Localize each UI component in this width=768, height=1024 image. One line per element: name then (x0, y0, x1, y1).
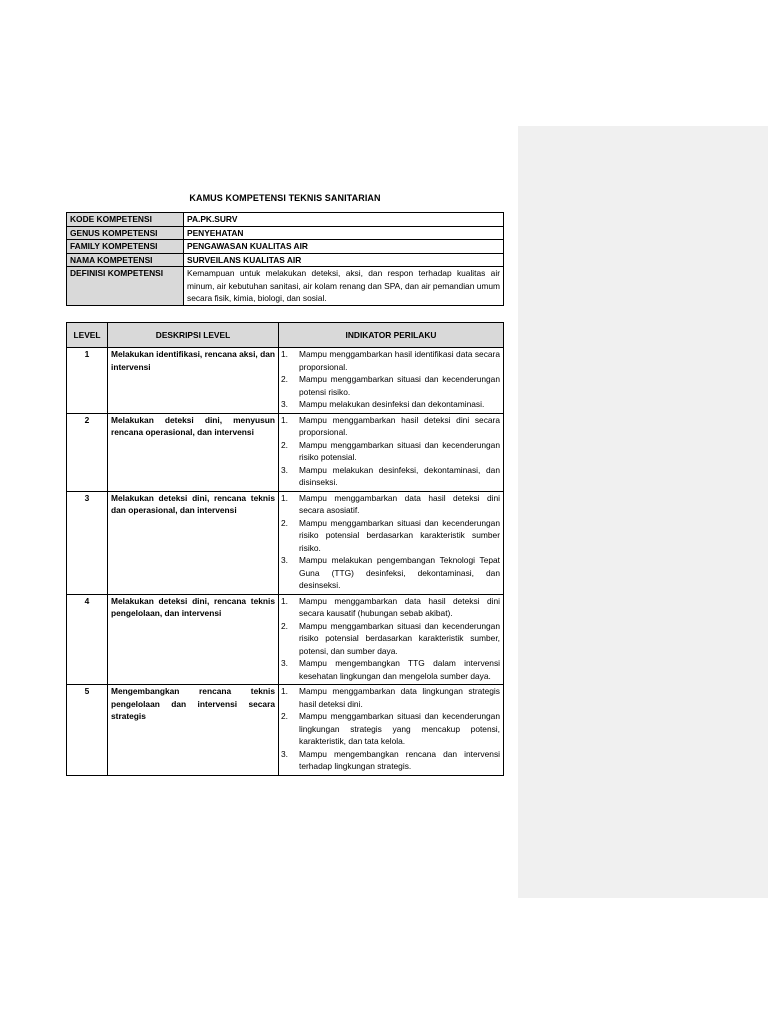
level-indicators (279, 491, 504, 594)
indicator-item: 1. Mampu menggambarkan data hasil deteksi dini secara kausatif (hubungan sebab akibat). (281, 595, 500, 618)
info-label: DEFINISI KOMPETENSI (67, 267, 184, 306)
indicator-item: 2. Mampu menggambarkan situasi dan kecenderungan lingkungan strategis yang mencakup potensi, karakteristik, dan tata kelola. (281, 711, 500, 746)
info-row-family (67, 240, 504, 254)
level-row (67, 685, 504, 776)
level-number: 3 (67, 491, 108, 594)
indicator-item: 2. Mampu menggambarkan situasi dan kecenderungan risiko potensial. (281, 439, 500, 462)
info-value: PENYEHATAN (184, 226, 504, 240)
info-label: FAMILY KOMPETENSI (67, 240, 184, 254)
info-row-definisi (67, 267, 504, 306)
indicator-item: 3. Mampu melakukan desinfeksi, dekontaminasi, dan disinseksi. (281, 464, 500, 487)
level-table-header (67, 323, 504, 348)
info-row-kode (67, 213, 504, 227)
level-description: Melakukan deteksi dini, rencana teknis dan operasional, dan intervensi (108, 491, 279, 594)
indicator-item: 1. Mampu menggambarkan data hasil deteksi dini secara asosiatif. (281, 492, 500, 515)
document-title: KAMUS KOMPETENSI TEKNIS SANITARIAN (189, 193, 381, 203)
indicator-item: 3. Mampu mengembangkan TTG dalam intervensi kesehatan lingkungan dan mengelola sumber daya. (281, 658, 500, 681)
indicator-item: 2. Mampu menggambarkan situasi dan kecenderungan potensi risiko. (281, 374, 500, 397)
level-indicators (279, 594, 504, 685)
indicator-item: 3. Mampu melakukan pengembangan Teknologi Tepat Guna (TTG) desinfeksi, dekontaminasi, dan desinseksi. (281, 555, 500, 590)
info-label: NAMA KOMPETENSI (67, 253, 184, 267)
header-deskripsi: DESKRIPSI LEVEL (108, 323, 279, 348)
level-description: Mengembangkan rencana teknis pengelolaan dan intervensi secara strategis (108, 685, 279, 776)
indicator-item: 1. Mampu menggambarkan hasil deteksi dini secara proporsional. (281, 414, 500, 437)
info-value: SURVEILANS KUALITAS AIR (184, 253, 504, 267)
info-row-nama (67, 253, 504, 267)
level-description: Melakukan deteksi dini, rencana teknis pengelolaan, dan intervensi (108, 594, 279, 685)
indicator-item: 3. Mampu melakukan desinfeksi dan dekontaminasi. (281, 399, 485, 409)
info-value: Kemampuan untuk melakukan deteksi, aksi, dan respon terhadap kualitas air minum, air kebutuhan sanitasi, air kolam renang dan SPA, dan air pemandian umum secara fisik, kimia, biologi, dan sosial. (184, 267, 504, 306)
level-number: 1 (67, 348, 108, 414)
level-number: 4 (67, 594, 108, 685)
info-label: KODE KOMPETENSI (67, 213, 184, 227)
level-indicators (279, 413, 504, 491)
level-row (67, 594, 504, 685)
level-row (67, 413, 504, 491)
info-value: PA.PK.SURV (184, 213, 504, 227)
info-label: GENUS KOMPETENSI (67, 226, 184, 240)
header-indikator: INDIKATOR PERILAKU (279, 323, 504, 348)
header-level: LEVEL (67, 323, 108, 348)
level-description: Melakukan identifikasi, rencana aksi, dan intervensi (108, 348, 279, 414)
indicator-item: 3. Mampu mengembangkan rencana dan intervensi terhadap lingkungan strategis. (281, 748, 500, 771)
level-number: 2 (67, 413, 108, 491)
info-row-genus (67, 226, 504, 240)
level-table (66, 322, 504, 776)
level-indicators (279, 685, 504, 776)
competency-info-table (66, 212, 504, 306)
level-indicators (279, 348, 504, 414)
indicator-item: 2. Mampu menggambarkan situasi dan kecenderungan risiko potensial berdasarkan karakteristik sumber, potensi, dan sumber daya. (281, 620, 500, 656)
level-row (67, 348, 504, 414)
level-row (67, 491, 504, 594)
indicator-item: 2. Mampu menggambarkan situasi dan kecenderungan risiko potensial berdasarkan karakteristik sumber risiko. (281, 517, 500, 553)
indicator-item: 1. Mampu menggambarkan hasil identifikasi data secara proporsional. (281, 349, 500, 372)
comment-pane (518, 126, 768, 898)
level-description: Melakukan deteksi dini, menyusun rencana operasional, dan intervensi (108, 413, 279, 491)
indicator-item: 1. Mampu menggambarkan data lingkungan strategis hasil deteksi dini. (281, 686, 500, 709)
info-value: PENGAWASAN KUALITAS AIR (184, 240, 504, 254)
level-number: 5 (67, 685, 108, 776)
